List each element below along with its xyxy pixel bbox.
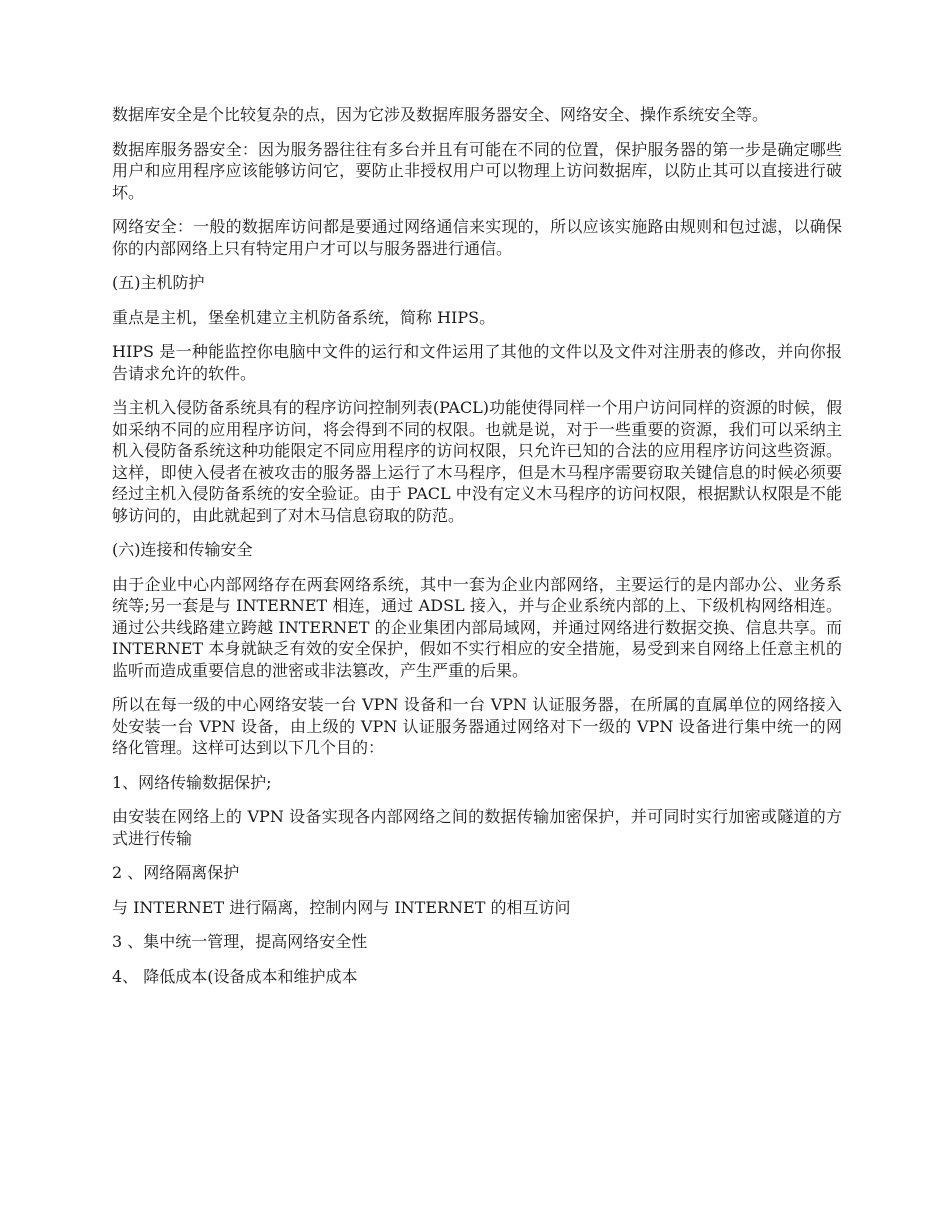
paragraph-enterprise-network: 由于企业中心内部网络存在两套网络系统，其中一套为企业内部网络，主要运行的是内部办公、业务系统等;另一套是与 INTERNET 相连，通过 ADSL 接入，并与企业系统内部的上、下级机构网络相连。通过公共线路建立跨越 INTERNET 的企业集团内部局域网，并通过网络进行数据交换、信息共享。而 INTERNET 本身就缺乏有效的安全保护，假如不实行相应的安全措施，易受到来自网络上任意主机的监听而造成重要信息的泄密或非法篡改，产生严重的后果。 — [112, 574, 842, 680]
list-item-4: 4、 降低成本(设备成本和维护成本 — [112, 966, 358, 986]
section-heading-host-protection: (五)主机防护 — [112, 273, 205, 292]
paragraph-hips-intro: 重点是主机，堡垒机建立主机防备系统，简称 HIPS。 — [112, 307, 496, 327]
paragraph-vpn-encryption: 由安装在网络上的 VPN 设备实现各内部网络之间的数据传输加密保护，并可同时实行加密或隧道的方式进行传输 — [112, 807, 842, 848]
paragraph-network-security: 网络安全：一般的数据库访问都是要通过网络通信来实现的，所以应该实施路由规则和包过滤，以确保你的内部网络上只有特定用户才可以与服务器进行通信。 — [112, 217, 842, 258]
list-item-3: 3 、集中统一管理，提高网络安全性 — [112, 932, 368, 951]
list-item-2: 2 、网络隔离保护 — [112, 863, 240, 882]
paragraph-internet-isolation: 与 INTERNET 进行隔离，控制内网与 INTERNET 的相互访问 — [112, 897, 571, 917]
document-page — [112, 104, 842, 1000]
list-item-1: 1、网络传输数据保护; — [112, 772, 272, 792]
paragraph-db-server-security: 数据库服务器安全：因为服务器往往有多台并且有可能在不同的位置，保护服务器的第一步是确定哪些用户和应用程序应该能够访问它，要防止非授权用户可以物理上访问数据库，以防止其可以直接进行破坏。 — [112, 139, 842, 202]
section-heading-connection-security: (六)连接和传输安全 — [112, 540, 253, 559]
paragraph-intro: 数据库安全是个比较复杂的点，因为它涉及数据库服务器安全、网络安全、操作系统安全等。 — [112, 105, 769, 124]
paragraph-hips-definition: HIPS 是一种能监控你电脑中文件的运行和文件运用了其他的文件以及文件对注册表的修改，并向你报告请求允许的软件。 — [112, 342, 842, 383]
paragraph-vpn-deployment: 所以在每一级的中心网络安装一台 VPN 设备和一台 VPN 认证服务器，在所属的直属单位的网络接入处安装一台 VPN 设备，由上级的 VPN 认证服务器通过网络对下一级的 VPN 设备进行集中统一的网络化管理。这样可达到以下几个目的： — [112, 695, 842, 757]
paragraph-pacl: 当主机入侵防备系统具有的程序访问控制列表(PACL)功能使得同样一个用户访问同样的资源的时候，假如采纳不同的应用程序访问，将会得到不同的权限。也就是说，对于一些重要的资源，我们可以采纳主机入侵防备系统这种功能限定不同应用程序的访问权限，只允许已知的合法的应用程序访问这些资源。这样，即使入侵者在被攻击的服务器上运行了木马程序，但是木马程序需要窃取关键信息的时候必须要经过主机入侵防备系统的安全验证。由于 PACL 中没有定义木马程序的访问权限，根据默认权限是不能够访问的，由此就起到了对木马信息窃取的防范。 — [112, 398, 842, 525]
